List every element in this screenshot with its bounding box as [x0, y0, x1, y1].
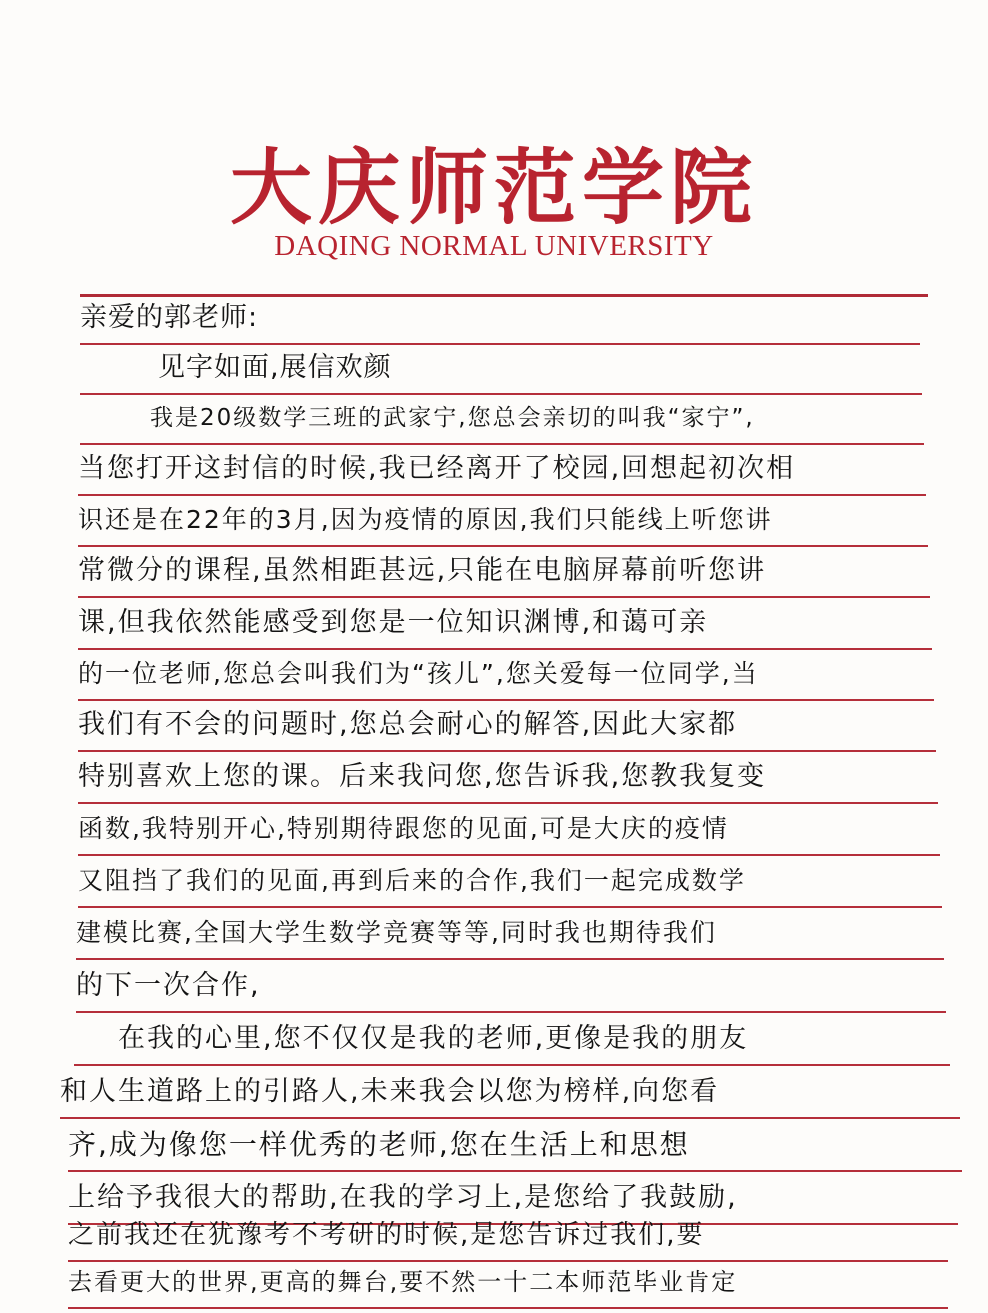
letter-line	[80, 345, 922, 395]
letter-line	[76, 910, 944, 960]
letter-line-text: 上给予我很大的帮助,在我的学习上,是您给了我鼓励,	[68, 1182, 738, 1213]
letter-line-text: 在我的心里,您不仅仅是我的老师,更像是我的朋友	[118, 1023, 749, 1054]
letter-line-text: 亲爱的郭老师:	[80, 302, 259, 333]
letterhead-school-name: 大庆师范学院	[229, 140, 758, 236]
letter-line-text: 之前我还在犹豫考不考研的时候,是您告诉过我们,要	[68, 1220, 705, 1250]
letter-line	[80, 295, 920, 345]
letter-line	[60, 1069, 960, 1119]
letter-line-text: 函数,我特别开心,特别期待跟您的见面,可是大庆的疫情	[78, 814, 729, 843]
letter-line	[80, 395, 924, 445]
letter-line	[78, 446, 926, 496]
letter-line-text: 常微分的课程,虽然相距甚远,只能在电脑屏幕前听您讲	[78, 555, 767, 586]
letter-line-text: 课,但我依然能感受到您是一位知识渊博,和蔼可亲	[78, 607, 709, 638]
letter-line-text: 的下一次合作,	[76, 970, 261, 1001]
letter-line	[68, 1212, 948, 1262]
letter-line-text: 见字如面,展信欢颜	[158, 352, 392, 383]
letter-line-text: 我是20级数学三班的武家宁,您总会亲切的叫我“家宁”,	[150, 405, 755, 431]
letter-line	[78, 754, 938, 804]
letter-line	[78, 806, 940, 856]
letter-line-text: 又阻挡了我们的见面,再到后来的合作,我们一起完成数学	[78, 866, 746, 895]
letter-line-text: 去看更大的世界,更高的舞台,要不然一十二本师范毕业肯定	[68, 1268, 738, 1296]
letter-line	[78, 651, 934, 701]
letter-line-text: 建模比赛,全国大学生数学竞赛等等,同时我也期待我们	[76, 918, 717, 947]
letter-line	[74, 1016, 950, 1066]
letter-line-text: 的一位老师,您总会叫我们为“孩儿”,您关爱每一位同学,当	[78, 659, 759, 688]
letter-line	[78, 497, 928, 547]
letter-line	[78, 548, 930, 598]
letter-line	[78, 600, 932, 650]
letter-line	[68, 1122, 962, 1172]
letter-line-text: 我们有不会的问题时,您总会耐心的解答,因此大家都	[78, 709, 738, 740]
letter-line	[78, 702, 936, 752]
letter-line-text: 特别喜欢上您的课。后来我问您,您告诉我,您教我复变	[78, 761, 767, 792]
letter-line-text: 和人生道路上的引路人,未来我会以您为榜样,向您看	[60, 1076, 720, 1107]
letter-line	[76, 963, 946, 1013]
letter-line	[68, 1259, 948, 1309]
letter-line-text: 齐,成为像您一样优秀的老师,您在生活上和思想	[68, 1128, 690, 1161]
letter-line-text: 识还是在22年的3月,因为疫情的原因,我们只能线上听您讲	[78, 505, 773, 534]
letter-line	[78, 858, 942, 908]
letterhead-school-name-english: DAQING NORMAL UNIVERSITY	[274, 230, 714, 262]
letter-line-text: 当您打开这封信的时候,我已经离开了校园,回想起初次相	[78, 453, 796, 484]
